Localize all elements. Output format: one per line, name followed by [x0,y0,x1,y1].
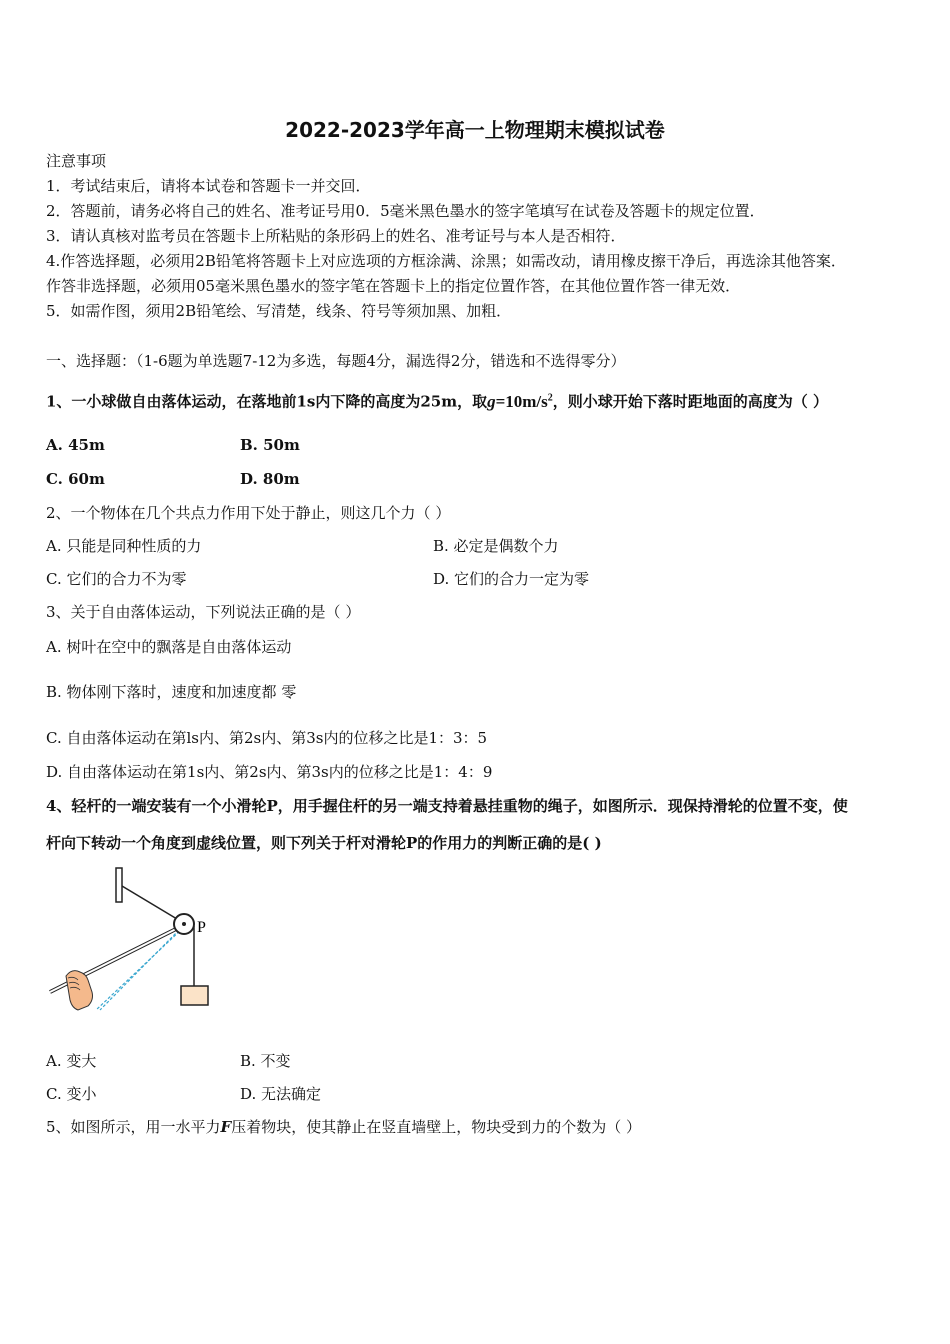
option-b: B. 必定是偶数个力 [433,537,559,555]
option-c: C. 它们的合力不为零 [46,570,187,588]
option-a: A. 树叶在空中的飘落是自由落体运动 [46,638,292,656]
notice-item: 5．如需作图，须用2B铅笔绘、写清楚，线条、符号等须加黑、加粗． [46,302,512,320]
pulley-axle [182,922,186,926]
question-1-stem [46,388,828,412]
question-1-tail: ，则小球开始下落时距地面的高度为（ ） [552,392,828,411]
question-5-text: 5、如图所示，用一水平力 [46,1118,221,1136]
option-a: A. 45m [46,436,105,454]
formula-exp: 2 [547,392,553,403]
upper-rope [122,886,177,919]
formula-var: g [487,391,496,411]
notice-item: 3．请认真核对监考员在答题卡上所粘贴的条形码上的姓名、准考证号与本人是否相符． [46,227,626,245]
notice-item: 2．答题前，请务必将自己的姓名、准考证号用0．5毫米黑色墨水的签字笔填写在试卷及答题卡的规定位置． [46,202,765,220]
section-heading: 一、选择题：（1-6题为单选题7-12为多选，每题4分，漏选得2分，错选和不选得零分） [46,352,626,370]
question-1-text: 1、一小球做自由落体运动，在落地前1s内下降的高度为25m，取 [46,392,488,411]
pulley-rod-figure [44,864,224,1020]
option-c: C. 变小 [46,1085,97,1103]
option-b: B. 50m [240,436,300,454]
question-5-stem [46,1117,641,1137]
formula-eq: =10m/s [495,391,548,411]
hand [66,971,93,1010]
option-b: B. 不变 [240,1052,291,1070]
page-title: 2022-2023学年高一上物理期末模拟试卷 [285,118,665,142]
force-symbol: F [220,1118,232,1136]
option-c: C. 自由落体运动在第ls内、第2s内、第3s内的位移之比是1：3：5 [46,729,488,747]
question-4-stem-line2: 杆向下转动一个角度到虚线位置，则下列关于杆对滑轮P的作用力的判断正确的是( ) [46,834,602,852]
weight-block [181,986,208,1005]
option-c: C. 60m [46,470,105,488]
gravity-formula [487,392,553,411]
notice-item: 作答非选择题，必须用05毫米黑色墨水的签字笔在答题卡上的指定位置作答，在其他位置作答一律无效． [46,277,741,295]
notice-heading: 注意事项 [46,152,107,170]
wall-bracket [116,868,122,902]
question-2-stem: 2、一个物体在几个共点力作用下处于静止，则这几个力（ ） [46,504,451,522]
option-d: D. 无法确定 [240,1085,322,1103]
question-3-stem: 3、关于自由落体运动，下列说法正确的是（ ） [46,603,361,621]
question-5-tail: 压着物块，使其静止在竖直墙壁上，物块受到力的个数为（ ） [231,1118,641,1136]
dashed-rod-position [96,928,183,1010]
option-a: A. 只能是同种性质的力 [46,537,202,555]
option-d: D. 它们的合力一定为零 [433,570,590,588]
notice-item: 1．考试结束后，请将本试卷和答题卡一并交回． [46,177,371,195]
option-d: D. 自由落体运动在第1s内、第2s内、第3s内的位移之比是1：4：9 [46,763,493,781]
option-b: B. 物体刚下落时，速度和加速度都 零 [46,683,297,701]
notice-item: 4.作答选择题，必须用2B铅笔将答题卡上对应选项的方框涂满、涂黑；如需改动，请用橡皮擦干净后，再选涂其他答案． [46,252,846,270]
option-d: D. 80m [240,470,300,488]
dashed-rod-position [100,930,179,1010]
question-4-stem-line1: 4、轻杆的一端安装有一个小滑轮P，用手握住杆的另一端支持着悬挂重物的绳子，如图所示．现保持滑轮的位置不变，使 [46,797,848,815]
option-a: A. 变大 [46,1052,97,1070]
pulley-label: P [197,919,206,936]
